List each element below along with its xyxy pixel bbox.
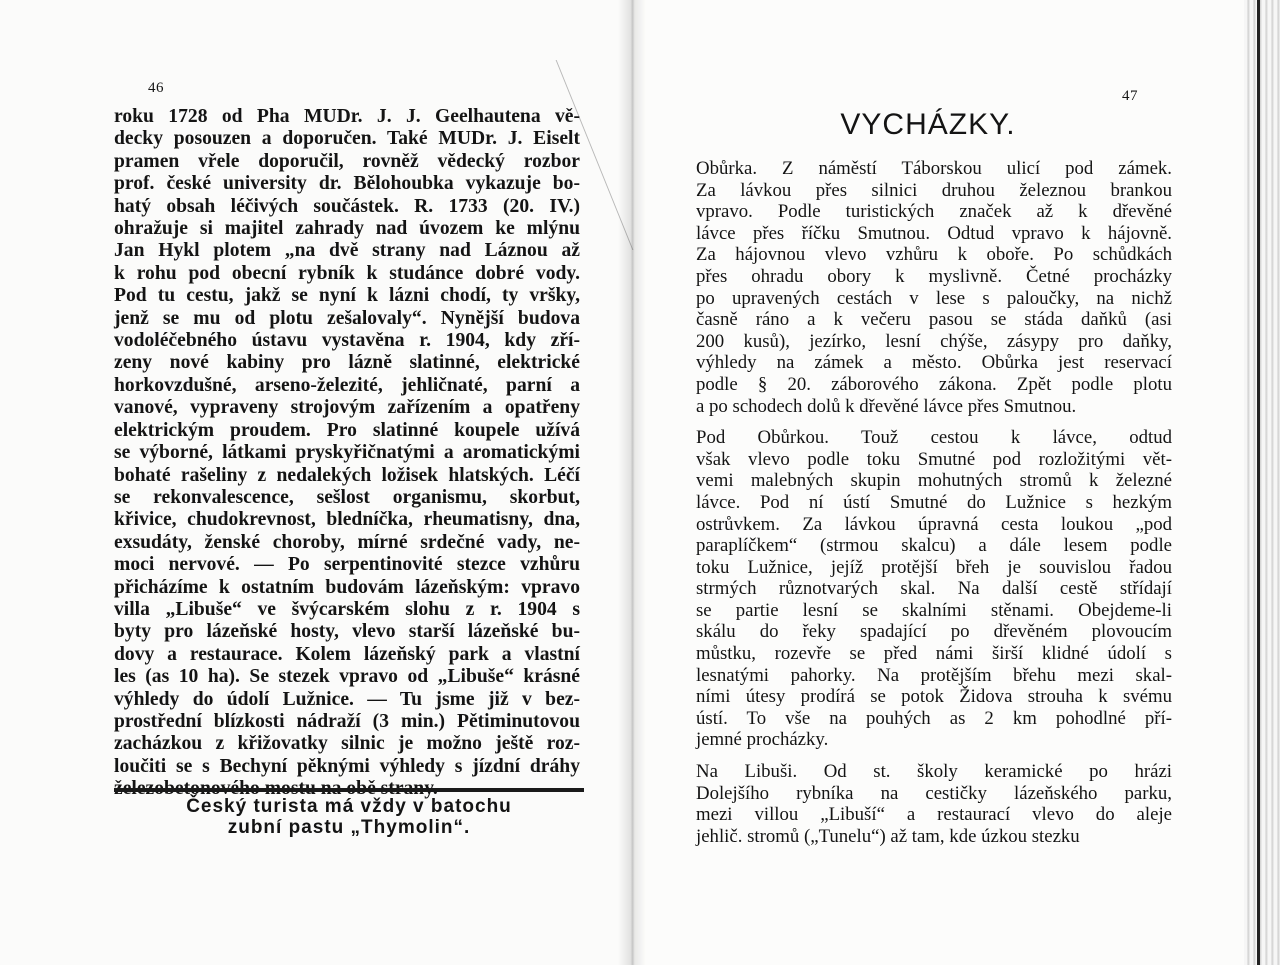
text-line: prof. české university dr. Bělohoubka vykazuje bo- [114, 173, 580, 195]
text-line: Za hájovnou vlevo vzhůru k oboře. Po schůdkách [696, 244, 1172, 266]
text-line: elektrickým proudem. Pro slatinné koupele užívá [114, 419, 580, 441]
text-line: Za lávkou přes silnici druhou železnou brankou [696, 179, 1172, 201]
text-line: vemi malebných skupin mohutných stromů k železné [696, 470, 1172, 492]
text-line: zacházkou z křižovatky silnic je možno ještě roz- [114, 733, 580, 755]
text-line: však vlevo podle toku Smutné pod rozložitými vět- [696, 448, 1172, 470]
page-heading: VYCHÁZKY. [840, 108, 1016, 141]
text-line: ními útesy prodírá se potok Židova strouha k svému [696, 686, 1172, 708]
text-line: mezi villou „Libuší“ a restaurací vlevo do aleje [696, 804, 1172, 826]
text-line: lávce přes říčku Smutnou. Odtud vpravo k hájovně. [696, 222, 1172, 244]
text-line: horkovzdušné, arseno-železité, jehličnaté, parní a [114, 374, 580, 396]
text-line: villa „Libuše“ ve švýcarském slohu z r. 1904 s [114, 598, 580, 620]
right-page-number: 47 [1122, 88, 1138, 104]
right-page-text [696, 158, 1172, 847]
text-line: lávce. Pod ní ústí Smutné do Lužnice s hezkým [696, 491, 1172, 513]
left-page-number: 46 [148, 80, 164, 96]
text-line: byty pro lázeňské hosty, vlevo starší lázeňské bu- [114, 621, 580, 643]
text-line: po upravených cestách v lese s paloučky, na nichž [696, 287, 1172, 309]
text-line: les (as 10 ha). Se stezek vpravo od „Libuše“ krásné [114, 666, 580, 688]
text-line: decky posouzen a doporučen. Také MUDr. J. Eiselt [114, 128, 580, 150]
text-line: exsudáty, ženské choroby, mírné srdečné vady, ne- [114, 531, 580, 553]
text-line: se výborné, látkami pryskyřičnatými a aromatickými [114, 442, 580, 464]
text-line: ohražuje si majitel zahrady nad úvozem ke mlýnu [114, 218, 580, 240]
text-line: Pod tu cestu, jakž se nyní k lázni chodí, ty vršky, [114, 285, 580, 307]
advert-line-1: Český turista má vždy v batochu [186, 796, 512, 817]
text-line: k rohu pod obecní rybník k studánce dobré vody. [114, 262, 580, 284]
text-line: toku Lužnice, jejíž protější břeh je souvislou řadou [696, 556, 1172, 578]
text-line: křivice, chudokrevnost, bledníčka, rheumatisny, dna, [114, 509, 580, 531]
text-line: časně ráno a k večeru pasou se stáda daňků (asi [696, 309, 1172, 331]
text-line: ostrůvkem. Za lávkou úpravná cesta loukou „pod [696, 513, 1172, 535]
text-line: loučiti se s Bechyní pěknými výhledy s jízdní dráhy [114, 755, 580, 777]
text-line: Na Libuši. Od st. školy keramické po hrázi [696, 761, 1172, 783]
text-line: jenž se mu od plotu zešalovaly“. Nynější budova [114, 307, 580, 329]
advert-line-2: zubní pastu „Thymolin“. [227, 817, 471, 838]
text-line: skálu do řeky spadající po dřevěném plovoucím [696, 621, 1172, 643]
text-line: strmých různotvarých skal. Na další cestě střídají [696, 578, 1172, 600]
text-line: vanové, vypraveny strojovým zařízením a opatřeny [114, 397, 580, 419]
text-line: se partie lesní se skalními stěnami. Obejdeme-li [696, 599, 1172, 621]
advert [114, 796, 584, 838]
text-line: přes ohradu obory k myslivně. Četné procházky [696, 265, 1172, 287]
text-line: můstku, rozevře se před námi širší klidné údolí s [696, 643, 1172, 665]
text-line: hatý obsah léčivých součástek. R. 1733 (20. IV.) [114, 195, 580, 217]
text-line: přicházíme k ostatním budovám lázeňským: vpravo [114, 576, 580, 598]
text-line: podle § 20. záborového zákona. Zpět podle plotu [696, 373, 1172, 395]
text-line: se rekonvalescence, sešlost organismu, skorbut, [114, 486, 580, 508]
text-line: vpravo. Podle turistických značek až k dřevěné [696, 201, 1172, 223]
text-line: jehlič. stromů („Tunelu“) až tam, kde úzkou stezku [696, 825, 1080, 847]
paragraph-gap [696, 751, 1172, 761]
text-line: Jan Hykl plotem „na dvě strany nad Láznou až [114, 240, 580, 262]
text-line: prostřední blízkosti nádraží (3 min.) Pětiminutovou [114, 710, 580, 732]
advert-rule [114, 788, 584, 792]
text-line: dovy a restaurace. Kolem lázeňský park a vlastní [114, 643, 580, 665]
text-line: a po schodech dolů k dřevěné lávce přes Smutnou. [696, 395, 1077, 417]
text-line: Pod Obůrkou. Touž cestou k lávce, odtud [696, 427, 1172, 449]
text-line: jemné procházky. [696, 729, 829, 751]
text-line: lesnatými pahorky. Na protějším břehu mezi skal- [696, 664, 1172, 686]
text-line: Dolejšího rybníka na cestičky lázeňského parku, [696, 782, 1172, 804]
text-line: ústí. To vše na pouhých as 2 km pohodlné pří- [696, 707, 1172, 729]
text-line: moci nervové. — Po serpentinovité stezce vzhůru [114, 554, 580, 576]
text-line: pramen vřele doporučil, rovněž vědecký rozbor [114, 150, 580, 172]
text-line: 200 kusů), jezírko, lesní chýše, zásypy pro daňky, [696, 330, 1172, 352]
left-page-text [114, 106, 580, 801]
text-line: výhledy do údolí Lužnice. — Tu jsme již v bez- [114, 688, 580, 710]
text-line: výhledy na zámek a město. Obůrka jest reservací [696, 352, 1172, 374]
text-line: bohaté rašeliny z nedalekých ložisek hlatských. Léčí [114, 464, 580, 486]
paragraph-gap [696, 417, 1172, 427]
text-line: paraplíčkem“ (strmou skalcu) a dále lesem podle [696, 535, 1172, 557]
text-line: Obůrka. Z náměstí Táborskou ulicí pod zámek. [696, 158, 1172, 179]
page-edge-line [1257, 0, 1260, 965]
text-line: vodoléčebného ústavu vystavěna r. 1904, kdy zří- [114, 330, 580, 352]
page-edges [1244, 0, 1280, 965]
text-line: zeny nové kabiny pro lázně slatinné, elektrické [114, 352, 580, 374]
text-line: roku 1728 od Pha MUDr. J. J. Geelhautena vě- [114, 106, 580, 127]
